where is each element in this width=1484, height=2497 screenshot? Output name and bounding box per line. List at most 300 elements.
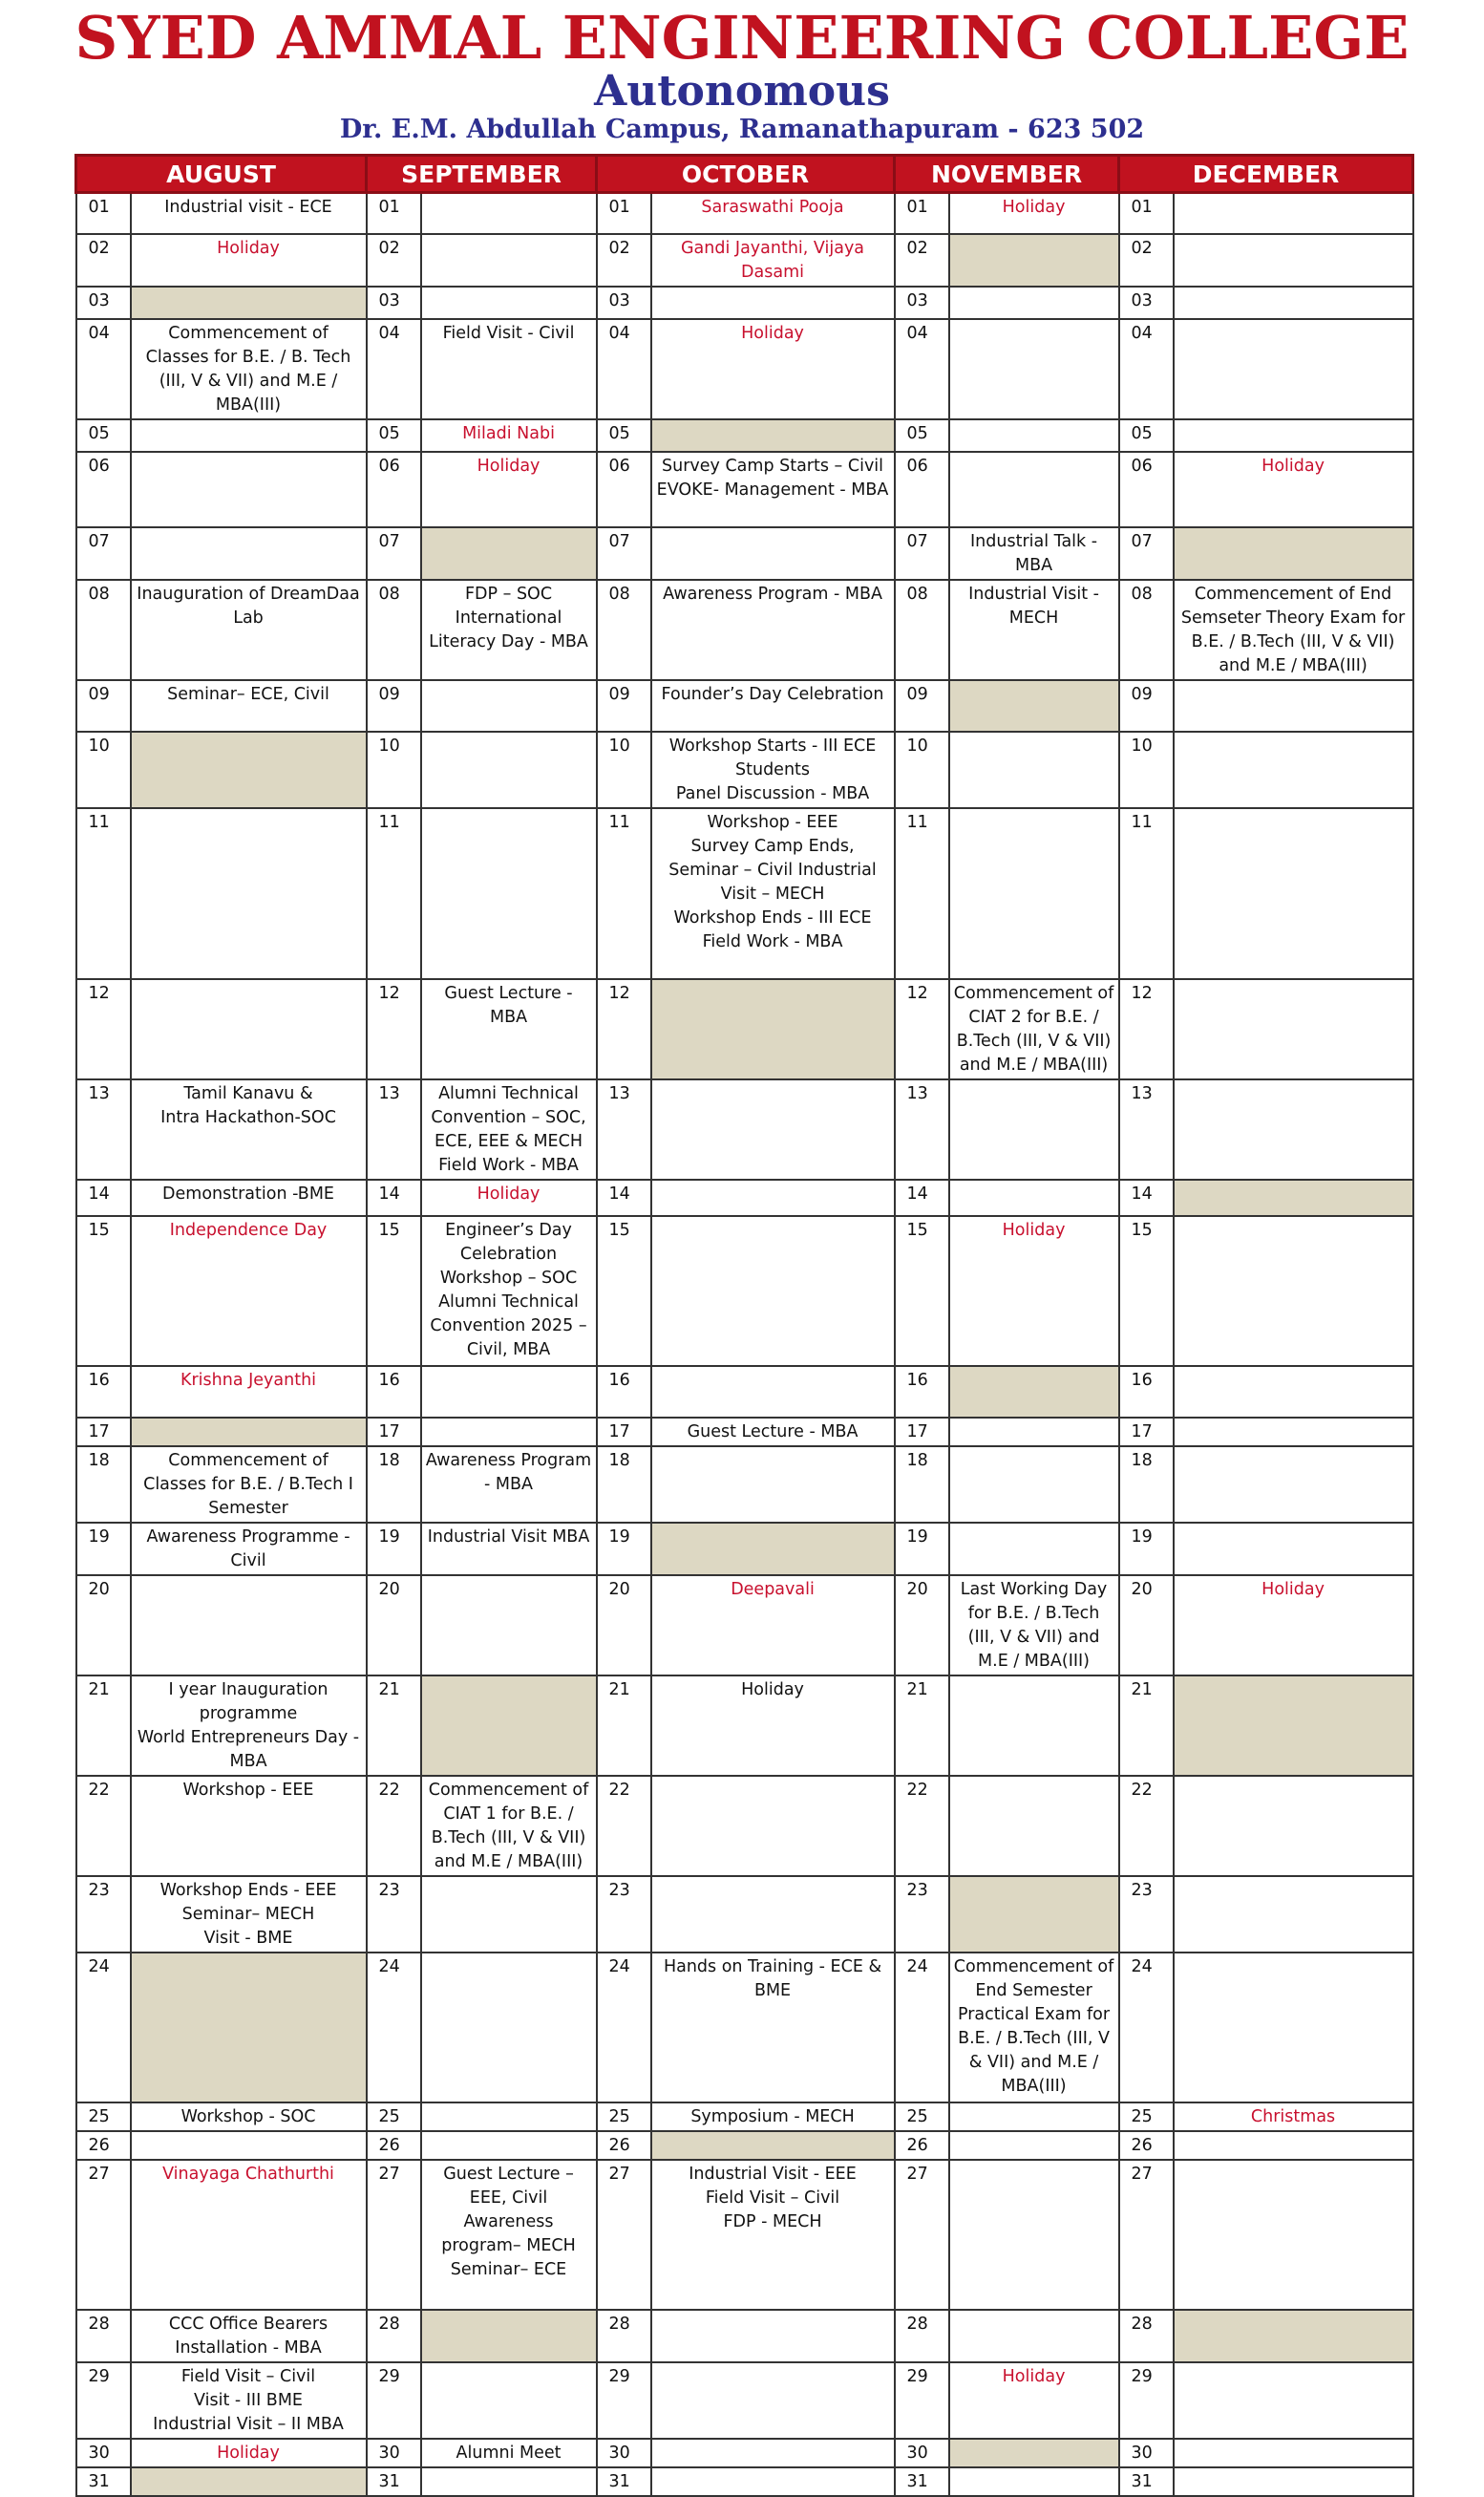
table-row xyxy=(76,234,1413,287)
shaded-day-cell xyxy=(131,2467,367,2496)
day-number: 02 xyxy=(76,234,131,287)
day-number: 18 xyxy=(1119,1446,1174,1523)
event-cell: Commencement of Classes for B.E. / B. Tech (III, V & VII) and M.E / MBA(III) xyxy=(131,319,367,419)
event-cell: Industrial Visit - MECH xyxy=(949,580,1119,680)
day-number: 25 xyxy=(895,2102,949,2131)
day-number: 31 xyxy=(1119,2467,1174,2496)
event-cell: Commencement of End Semester Practical Exam for B.E. / B.Tech (III, V & VII) and M.E / MBA(III) xyxy=(949,1953,1119,2102)
event-cell xyxy=(131,419,367,452)
day-number: 05 xyxy=(367,419,421,452)
day-number: 14 xyxy=(597,1180,651,1216)
day-number: 23 xyxy=(1119,1876,1174,1953)
day-number: 26 xyxy=(597,2131,651,2160)
table-row xyxy=(76,1953,1413,2102)
day-number: 20 xyxy=(895,1575,949,1675)
day-number: 25 xyxy=(1119,2102,1174,2131)
day-number: 05 xyxy=(895,419,949,452)
event-cell: Commencement of CIAT 1 for B.E. / B.Tech (III, V & VII) and M.E / MBA(III) xyxy=(421,1776,597,1876)
event-cell xyxy=(1174,1446,1413,1523)
shaded-day-cell xyxy=(1174,527,1413,580)
day-number: 06 xyxy=(76,452,131,527)
table-row xyxy=(76,419,1413,452)
day-number: 25 xyxy=(76,2102,131,2131)
holiday-event-cell: Krishna Jeyanthi xyxy=(131,1366,367,1418)
table-row xyxy=(76,1523,1413,1575)
day-number: 03 xyxy=(76,287,131,319)
day-number: 17 xyxy=(895,1418,949,1446)
day-number: 27 xyxy=(367,2160,421,2310)
shaded-day-cell xyxy=(131,1418,367,1446)
holiday-event-cell: Vinayaga Chathurthi xyxy=(131,2160,367,2310)
shaded-day-cell xyxy=(949,1366,1119,1418)
event-cell: Demonstration -BME xyxy=(131,1180,367,1216)
event-cell: Survey Camp Starts – Civil EVOKE- Management - MBA xyxy=(651,452,895,527)
event-cell xyxy=(651,2362,895,2439)
holiday-event-cell: Saraswathi Pooja xyxy=(651,193,895,235)
shaded-day-cell xyxy=(131,732,367,808)
table-row xyxy=(76,2362,1413,2439)
day-number: 20 xyxy=(76,1575,131,1675)
shaded-day-cell xyxy=(651,979,895,1079)
event-cell: Commencement of End Semseter Theory Exam for B.E. / B.Tech (III, V & VII) and M.E / MBA(III) xyxy=(1174,580,1413,680)
event-cell xyxy=(1174,732,1413,808)
event-cell: Awareness Program - MBA xyxy=(651,580,895,680)
day-number: 14 xyxy=(367,1180,421,1216)
month-header-august: AUGUST xyxy=(76,156,367,193)
event-cell xyxy=(421,1876,597,1953)
day-number: 02 xyxy=(367,234,421,287)
day-number: 01 xyxy=(895,193,949,235)
day-number: 04 xyxy=(895,319,949,419)
day-number: 30 xyxy=(895,2439,949,2467)
table-row xyxy=(76,2310,1413,2362)
day-number: 02 xyxy=(1119,234,1174,287)
month-header-december: DECEMBER xyxy=(1119,156,1413,193)
table-row xyxy=(76,732,1413,808)
event-cell xyxy=(1174,419,1413,452)
college-title: SYED AMMAL ENGINEERING COLLEGE xyxy=(74,3,1410,73)
day-number: 09 xyxy=(895,680,949,732)
holiday-event-cell: Holiday xyxy=(1174,452,1413,527)
day-number: 02 xyxy=(597,234,651,287)
event-cell xyxy=(1174,1079,1413,1180)
day-number: 10 xyxy=(597,732,651,808)
day-number: 15 xyxy=(597,1216,651,1366)
day-number: 23 xyxy=(76,1876,131,1953)
event-cell: Guest Lecture - MBA xyxy=(421,979,597,1079)
event-cell: Workshop - EEE xyxy=(131,1776,367,1876)
table-row xyxy=(76,2160,1413,2310)
event-cell xyxy=(651,1446,895,1523)
event-cell: Holiday xyxy=(651,1675,895,1776)
day-number: 10 xyxy=(367,732,421,808)
day-number: 27 xyxy=(76,2160,131,2310)
event-cell xyxy=(949,2160,1119,2310)
event-cell xyxy=(651,1366,895,1418)
day-number: 30 xyxy=(1119,2439,1174,2467)
day-number: 21 xyxy=(76,1675,131,1776)
event-cell xyxy=(1174,1953,1413,2102)
event-cell xyxy=(949,452,1119,527)
table-row xyxy=(76,680,1413,732)
event-cell xyxy=(421,234,597,287)
shaded-day-cell xyxy=(421,1675,597,1776)
event-cell: Alumni Meet xyxy=(421,2439,597,2467)
day-number: 08 xyxy=(895,580,949,680)
day-number: 08 xyxy=(76,580,131,680)
day-number: 31 xyxy=(597,2467,651,2496)
event-cell: Industrial visit - ECE xyxy=(131,193,367,235)
event-cell xyxy=(1174,1523,1413,1575)
day-number: 10 xyxy=(895,732,949,808)
event-cell: Seminar– ECE, Civil xyxy=(131,680,367,732)
day-number: 31 xyxy=(76,2467,131,2496)
event-cell xyxy=(421,808,597,979)
holiday-event-cell: Holiday xyxy=(421,1180,597,1216)
holiday-event-cell: Deepavali xyxy=(651,1575,895,1675)
holiday-event-cell: Holiday xyxy=(949,193,1119,235)
day-number: 13 xyxy=(367,1079,421,1180)
shaded-day-cell xyxy=(651,1523,895,1575)
event-cell xyxy=(1174,287,1413,319)
day-number: 20 xyxy=(367,1575,421,1675)
shaded-day-cell xyxy=(131,1953,367,2102)
shaded-day-cell xyxy=(949,1876,1119,1953)
day-number: 16 xyxy=(76,1366,131,1418)
event-cell xyxy=(651,2439,895,2467)
day-number: 09 xyxy=(1119,680,1174,732)
day-number: 25 xyxy=(597,2102,651,2131)
day-number: 15 xyxy=(367,1216,421,1366)
day-number: 15 xyxy=(1119,1216,1174,1366)
event-cell xyxy=(421,193,597,235)
day-number: 19 xyxy=(76,1523,131,1575)
shaded-day-cell xyxy=(1174,1180,1413,1216)
shaded-day-cell xyxy=(651,419,895,452)
event-cell xyxy=(949,732,1119,808)
day-number: 25 xyxy=(367,2102,421,2131)
holiday-event-cell: Holiday xyxy=(651,319,895,419)
event-cell xyxy=(949,2102,1119,2131)
day-number: 29 xyxy=(895,2362,949,2439)
day-number: 16 xyxy=(895,1366,949,1418)
day-number: 13 xyxy=(76,1079,131,1180)
day-number: 24 xyxy=(895,1953,949,2102)
day-number: 28 xyxy=(597,2310,651,2362)
event-cell: Hands on Training - ECE & BME xyxy=(651,1953,895,2102)
day-number: 16 xyxy=(1119,1366,1174,1418)
shaded-day-cell xyxy=(949,2439,1119,2467)
event-cell: Awareness Programme - Civil xyxy=(131,1523,367,1575)
table-row xyxy=(76,1575,1413,1675)
day-number: 14 xyxy=(895,1180,949,1216)
event-cell xyxy=(1174,680,1413,732)
day-number: 06 xyxy=(1119,452,1174,527)
event-cell xyxy=(949,1776,1119,1876)
day-number: 26 xyxy=(76,2131,131,2160)
event-cell xyxy=(949,319,1119,419)
holiday-event-cell: Holiday xyxy=(949,2362,1119,2439)
day-number: 07 xyxy=(597,527,651,580)
event-cell: Founder’s Day Celebration xyxy=(651,680,895,732)
day-number: 24 xyxy=(1119,1953,1174,2102)
event-cell xyxy=(949,1418,1119,1446)
day-number: 04 xyxy=(597,319,651,419)
event-cell xyxy=(949,1180,1119,1216)
day-number: 18 xyxy=(76,1446,131,1523)
event-cell: Awareness Program - MBA xyxy=(421,1446,597,1523)
event-cell xyxy=(1174,2362,1413,2439)
event-cell xyxy=(1174,1366,1413,1418)
event-cell xyxy=(1174,2131,1413,2160)
day-number: 05 xyxy=(76,419,131,452)
day-number: 11 xyxy=(367,808,421,979)
event-cell: Workshop Ends - EEE Seminar– MECH Visit - BME xyxy=(131,1876,367,1953)
table-row xyxy=(76,1675,1413,1776)
day-number: 30 xyxy=(597,2439,651,2467)
event-cell xyxy=(421,2102,597,2131)
event-cell xyxy=(949,287,1119,319)
event-cell xyxy=(421,287,597,319)
day-number: 12 xyxy=(76,979,131,1079)
table-row xyxy=(76,452,1413,527)
table-row xyxy=(76,193,1413,235)
day-number: 10 xyxy=(76,732,131,808)
day-number: 01 xyxy=(597,193,651,235)
holiday-event-cell: Independence Day xyxy=(131,1216,367,1366)
event-cell xyxy=(1174,1876,1413,1953)
event-cell xyxy=(651,2467,895,2496)
event-cell xyxy=(1174,319,1413,419)
event-cell: Commencement of CIAT 2 for B.E. / B.Tech (III, V & VII) and M.E / MBA(III) xyxy=(949,979,1119,1079)
table-row xyxy=(76,808,1413,979)
event-cell xyxy=(131,527,367,580)
day-number: 04 xyxy=(1119,319,1174,419)
event-cell: Engineer’s Day Celebration Workshop – SOC Alumni Technical Convention 2025 – Civil, MBA xyxy=(421,1216,597,1366)
month-header-september: SEPTEMBER xyxy=(367,156,597,193)
event-cell xyxy=(651,2310,895,2362)
event-cell xyxy=(949,808,1119,979)
table-row xyxy=(76,1180,1413,1216)
day-number: 21 xyxy=(895,1675,949,1776)
day-number: 07 xyxy=(1119,527,1174,580)
day-number: 14 xyxy=(1119,1180,1174,1216)
day-number: 26 xyxy=(895,2131,949,2160)
day-number: 06 xyxy=(597,452,651,527)
campus-address: Dr. E.M. Abdullah Campus, Ramanathapuram - 623 502 xyxy=(339,115,1145,144)
day-number: 18 xyxy=(597,1446,651,1523)
day-number: 06 xyxy=(895,452,949,527)
event-cell xyxy=(421,1418,597,1446)
event-cell xyxy=(1174,1418,1413,1446)
holiday-event-cell: Miladi Nabi xyxy=(421,419,597,452)
day-number: 24 xyxy=(597,1953,651,2102)
day-number: 09 xyxy=(367,680,421,732)
day-number: 12 xyxy=(895,979,949,1079)
event-cell xyxy=(1174,234,1413,287)
event-cell: Workshop - SOC xyxy=(131,2102,367,2131)
day-number: 11 xyxy=(76,808,131,979)
day-number: 27 xyxy=(895,2160,949,2310)
event-cell xyxy=(131,452,367,527)
event-cell: Alumni Technical Convention – SOC, ECE, EEE & MECH Field Work - MBA xyxy=(421,1079,597,1180)
calendar-body xyxy=(76,193,1413,2497)
table-row xyxy=(76,580,1413,680)
holiday-event-cell: Holiday xyxy=(1174,1575,1413,1675)
shaded-day-cell xyxy=(421,2310,597,2362)
day-number: 24 xyxy=(367,1953,421,2102)
day-number: 26 xyxy=(1119,2131,1174,2160)
day-number: 11 xyxy=(895,808,949,979)
holiday-event-cell: Gandi Jayanthi, Vijaya Dasami xyxy=(651,234,895,287)
month-header-row xyxy=(76,156,1413,193)
day-number: 03 xyxy=(895,287,949,319)
day-number: 09 xyxy=(76,680,131,732)
day-number: 22 xyxy=(367,1776,421,1876)
event-cell xyxy=(651,1216,895,1366)
event-cell xyxy=(949,1079,1119,1180)
day-number: 21 xyxy=(597,1675,651,1776)
day-number: 19 xyxy=(597,1523,651,1575)
day-number: 04 xyxy=(76,319,131,419)
event-cell: Industrial Visit MBA xyxy=(421,1523,597,1575)
event-cell: Industrial Talk - MBA xyxy=(949,527,1119,580)
day-number: 27 xyxy=(1119,2160,1174,2310)
day-number: 10 xyxy=(1119,732,1174,808)
event-cell xyxy=(1174,979,1413,1079)
day-number: 22 xyxy=(1119,1776,1174,1876)
day-number: 18 xyxy=(367,1446,421,1523)
event-cell: Industrial Visit - EEE Field Visit – Civil FDP - MECH xyxy=(651,2160,895,2310)
day-number: 29 xyxy=(597,2362,651,2439)
table-row xyxy=(76,1776,1413,1876)
table-row xyxy=(76,979,1413,1079)
event-cell xyxy=(651,527,895,580)
day-number: 01 xyxy=(1119,193,1174,235)
table-row xyxy=(76,2467,1413,2496)
day-number: 06 xyxy=(367,452,421,527)
holiday-event-cell: Christmas xyxy=(1174,2102,1413,2131)
day-number: 03 xyxy=(1119,287,1174,319)
day-number: 04 xyxy=(367,319,421,419)
event-cell xyxy=(651,287,895,319)
event-cell xyxy=(1174,1216,1413,1366)
day-number: 28 xyxy=(76,2310,131,2362)
day-number: 22 xyxy=(76,1776,131,1876)
event-cell xyxy=(1174,193,1413,235)
event-cell xyxy=(949,2310,1119,2362)
event-cell: Symposium - MECH xyxy=(651,2102,895,2131)
day-number: 29 xyxy=(1119,2362,1174,2439)
table-row xyxy=(76,1216,1413,1366)
event-cell: Field Visit - Civil xyxy=(421,319,597,419)
event-cell xyxy=(1174,2467,1413,2496)
day-number: 08 xyxy=(367,580,421,680)
day-number: 09 xyxy=(597,680,651,732)
event-cell: Guest Lecture – EEE, Civil Awareness program– MECH Seminar– ECE xyxy=(421,2160,597,2310)
event-cell xyxy=(421,1366,597,1418)
day-number: 07 xyxy=(76,527,131,580)
day-number: 20 xyxy=(597,1575,651,1675)
day-number: 12 xyxy=(367,979,421,1079)
day-number: 19 xyxy=(367,1523,421,1575)
day-number: 22 xyxy=(895,1776,949,1876)
event-cell: Workshop - EEE Survey Camp Ends, Seminar – Civil Industrial Visit – MECH Workshop Ends - III ECE Field Work - MBA xyxy=(651,808,895,979)
event-cell: FDP – SOC International Literacy Day - MBA xyxy=(421,580,597,680)
table-row xyxy=(76,1079,1413,1180)
event-cell xyxy=(1174,808,1413,979)
event-cell xyxy=(949,1675,1119,1776)
day-number: 07 xyxy=(895,527,949,580)
event-cell: Workshop Starts - III ECE Students Panel Discussion - MBA xyxy=(651,732,895,808)
shaded-day-cell xyxy=(421,527,597,580)
event-cell xyxy=(949,2131,1119,2160)
event-cell: Last Working Day for B.E. / B.Tech (III, V & VII) and M.E / MBA(III) xyxy=(949,1575,1119,1675)
day-number: 16 xyxy=(597,1366,651,1418)
shaded-day-cell xyxy=(131,287,367,319)
day-number: 21 xyxy=(367,1675,421,1776)
day-number: 13 xyxy=(895,1079,949,1180)
day-number: 11 xyxy=(1119,808,1174,979)
event-cell xyxy=(421,2131,597,2160)
table-row xyxy=(76,2102,1413,2131)
table-row xyxy=(76,1446,1413,1523)
table-row xyxy=(76,527,1413,580)
month-header-november: NOVEMBER xyxy=(895,156,1119,193)
event-cell: Guest Lecture - MBA xyxy=(651,1418,895,1446)
event-cell: Field Visit – Civil Visit - III BME Industrial Visit – II MBA xyxy=(131,2362,367,2439)
holiday-event-cell: Holiday xyxy=(421,452,597,527)
day-number: 08 xyxy=(1119,580,1174,680)
day-number: 12 xyxy=(597,979,651,1079)
table-row xyxy=(76,287,1413,319)
month-header-october: OCTOBER xyxy=(597,156,895,193)
event-cell xyxy=(651,1180,895,1216)
day-number: 18 xyxy=(895,1446,949,1523)
table-row xyxy=(76,1418,1413,1446)
day-number: 14 xyxy=(76,1180,131,1216)
event-cell xyxy=(131,2131,367,2160)
day-number: 30 xyxy=(367,2439,421,2467)
day-number: 13 xyxy=(597,1079,651,1180)
table-row xyxy=(76,2439,1413,2467)
day-number: 29 xyxy=(76,2362,131,2439)
table-row xyxy=(76,319,1413,419)
day-number: 21 xyxy=(1119,1675,1174,1776)
day-number: 28 xyxy=(1119,2310,1174,2362)
table-row xyxy=(76,2131,1413,2160)
event-cell: Commencement of Classes for B.E. / B.Tech I Semester xyxy=(131,1446,367,1523)
day-number: 27 xyxy=(597,2160,651,2310)
event-cell xyxy=(421,680,597,732)
shaded-day-cell xyxy=(949,234,1119,287)
day-number: 05 xyxy=(1119,419,1174,452)
day-number: 19 xyxy=(1119,1523,1174,1575)
event-cell xyxy=(949,419,1119,452)
day-number: 17 xyxy=(367,1418,421,1446)
holiday-event-cell: Holiday xyxy=(131,234,367,287)
event-cell xyxy=(651,1876,895,1953)
day-number: 11 xyxy=(597,808,651,979)
day-number: 23 xyxy=(367,1876,421,1953)
day-number: 13 xyxy=(1119,1079,1174,1180)
day-number: 28 xyxy=(367,2310,421,2362)
day-number: 17 xyxy=(1119,1418,1174,1446)
event-cell: Inauguration of DreamDaa Lab xyxy=(131,580,367,680)
day-number: 03 xyxy=(367,287,421,319)
event-cell xyxy=(949,1523,1119,1575)
day-number: 12 xyxy=(1119,979,1174,1079)
